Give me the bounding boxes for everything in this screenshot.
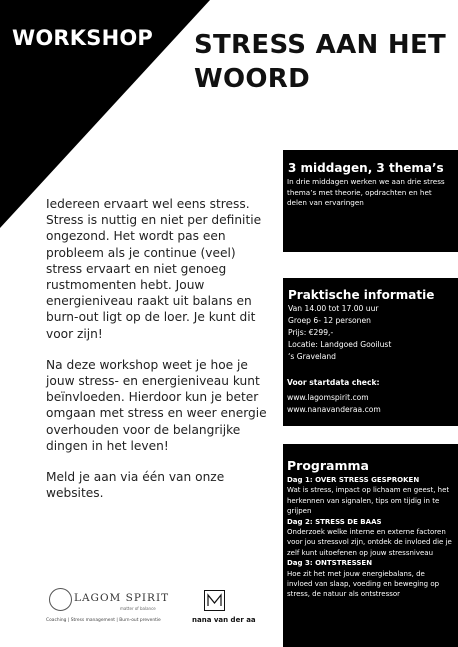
program-box [283,444,458,647]
intro-paragraph-1: Iedereen ervaart wel eens stress. Stress is nuttig en niet per definitie ongezond. Het wordt pas een probleem als je continue (veel) stress ervaart en niet genoeg rustmomenten hebt. Jouw energieniveau raakt uit balans en burn-out ligt op de loer. Je kunt dit voor zijn! [46,197,262,341]
lagom-logo-tagline: Coaching | Stress management | Burn-out preventie [46,618,161,623]
practical-info-box [283,278,458,426]
page-title [194,28,454,96]
practical-details [283,302,458,363]
lagom-logo-name: LAGOM SPIRIT [74,592,170,604]
title-line-1: STRESS AAN HET [194,30,447,60]
intro-paragraph-2: Na deze workshop weet je hoe je jouw stress- en energieniveau kunt beïnvloeden. Hierdoor kun je beter omgaan met stress en weer energie overhouden voor de belangrijke dingen in het leven! [46,357,267,453]
day-3-text: Hoe zit het met jouw energiebalans, de invloed van slaap, voeding en beweging op stress, de natuur als ontstressor [287,569,440,599]
day-3-title: Dag 3: ONTSTRESSEN [287,559,373,568]
day-2-text: Onderzoek welke interne en externe factoren voor jou stressvol zijn, ontdek de invloed die je zelf kunt uitoefenen op jouw stressniveau [287,528,452,557]
startdata-check-label: Voor startdata check: [287,378,380,387]
website-link-lagom[interactable]: www.lagomspirit.com [287,393,369,402]
website-link-nana[interactable]: www.nanavanderaa.com [287,405,381,414]
nana-logo-name: nana van der aa [192,616,256,624]
practical-price: Prijs: €299,- [288,328,334,337]
lagom-logo-subtitle: matter of balance [120,606,156,611]
intro-text [46,196,270,516]
practical-heading: Praktische informatie [288,288,435,302]
program-list [283,473,458,600]
website-links [283,389,458,416]
day-2-title: Dag 2: STRESS DE BAAS [287,517,382,526]
themes-box [283,150,458,252]
practical-town: ‘s Graveland [288,352,337,361]
practical-group: Groep 6- 12 personen [288,316,371,325]
program-heading: Programma [287,458,369,473]
intro-paragraph-3: Meld je aan via één van onze websites. [46,470,225,501]
practical-time: Van 14.00 tot 17.00 uur [288,304,379,313]
title-line-2: WOORD [194,64,310,94]
themes-text: In drie middagen werken we aan drie stress thema’s met theorie, opdrachten en het delen van ervaringen [287,177,445,208]
practical-location: Locatie: Landgoed Gooilust [288,340,392,349]
nana-logo-mark-icon [204,590,225,611]
themes-heading: 3 middagen, 3 thema’s [288,161,444,175]
day-1-text: Wat is stress, impact op lichaam en geest, het herkennen van signalen, tips om tijdig in te grijpen [287,486,450,516]
lagom-circle-icon [49,588,72,611]
workshop-label: WORKSHOP [12,26,154,50]
nana-van-der-aa-logo [192,588,262,632]
lagom-spirit-logo [46,588,176,632]
day-1-title: Dag 1: OVER STRESS GESPROKEN [287,476,420,484]
